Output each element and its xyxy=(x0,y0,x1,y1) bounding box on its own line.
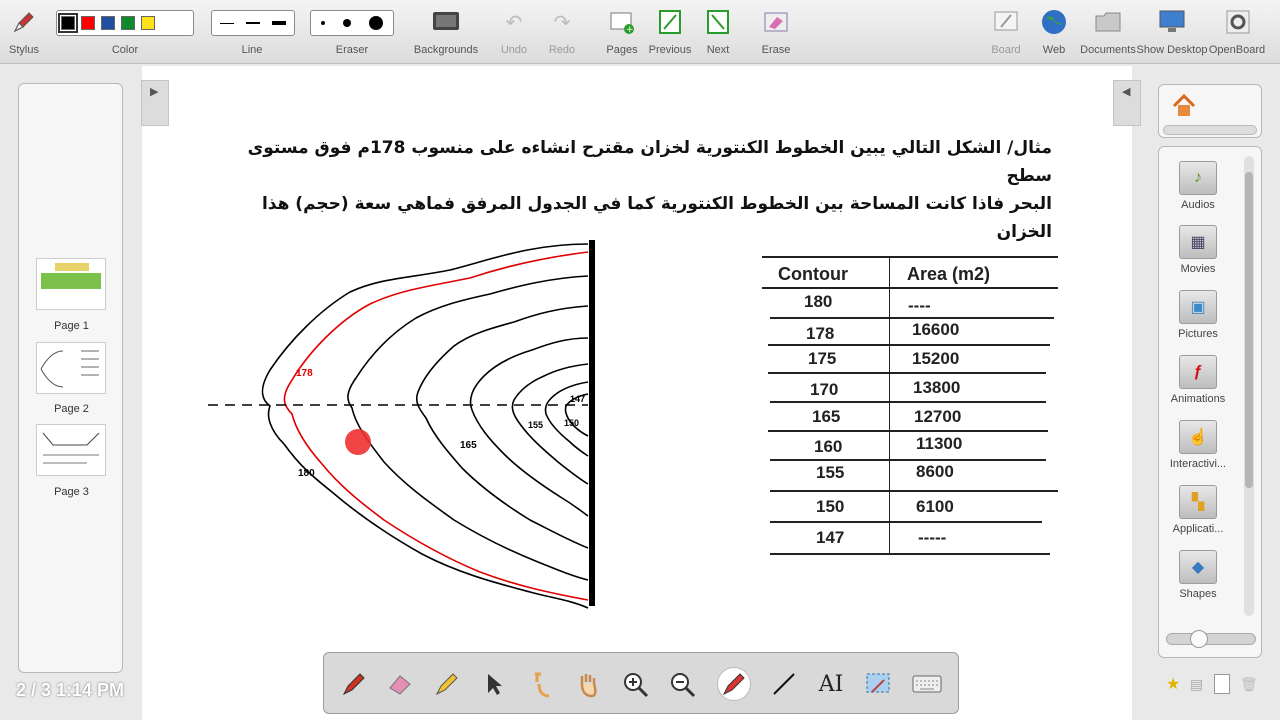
redo-label: Redo xyxy=(548,44,576,56)
hand-pointer-icon: ☝ xyxy=(1179,420,1217,454)
pan-hand-icon[interactable] xyxy=(571,667,605,701)
table-cell: 175 xyxy=(808,349,837,368)
contour-label-147: 147 xyxy=(570,394,586,404)
color-black[interactable] xyxy=(61,16,75,30)
documents-label: Documents xyxy=(1080,44,1136,56)
eraser-tool-icon[interactable] xyxy=(383,667,417,701)
question-line-1: مثال/ الشكل التالي يبين الخطوط الكنتورية لخزان مقترح انشاءه على منسوب 178م فوق مستوى سطح xyxy=(247,138,1052,186)
library-item-label: Audios xyxy=(1181,199,1215,211)
flash-icon: ƒ xyxy=(1179,355,1217,389)
stylus-icon xyxy=(10,8,38,36)
color-red[interactable] xyxy=(81,16,95,30)
svg-text:+: + xyxy=(626,25,634,35)
color-blue[interactable] xyxy=(101,16,115,30)
arrow-right-icon: ▶ xyxy=(150,86,159,98)
stylus-button[interactable] xyxy=(0,0,48,64)
page-thumbnails-panel xyxy=(18,83,123,673)
color-yellow[interactable] xyxy=(141,16,155,30)
table-cell: 147 xyxy=(816,528,845,547)
add-page-icon xyxy=(608,8,636,36)
board-button[interactable] xyxy=(986,0,1026,64)
contour-label-150: 150 xyxy=(564,418,580,428)
page-thumbnail-label: Page 2 xyxy=(54,403,89,415)
interact-hand-icon[interactable] xyxy=(524,667,558,701)
table-cell: ---- xyxy=(908,296,931,315)
folder-add-icon[interactable]: ▤ xyxy=(1190,676,1204,692)
table-cell: 160 xyxy=(814,437,843,456)
web-button[interactable] xyxy=(1034,0,1074,64)
stylus-label: Stylus xyxy=(9,44,39,56)
library-item-label: Interactivi... xyxy=(1169,458,1227,470)
page-thumbnail-label: Page 3 xyxy=(54,486,89,498)
undo-label: Undo xyxy=(500,44,528,56)
eraser-large[interactable] xyxy=(369,16,383,30)
table-cell: 6100 xyxy=(916,497,954,516)
table-cell: 11300 xyxy=(916,434,963,453)
library-item-animations[interactable] xyxy=(1159,355,1237,405)
keyboard-icon[interactable] xyxy=(910,667,944,701)
table-rule xyxy=(768,344,1050,346)
gear-icon xyxy=(1224,8,1252,36)
previous-label: Previous xyxy=(648,44,692,56)
table-rule xyxy=(762,287,1058,289)
previous-button[interactable] xyxy=(648,0,692,64)
color-label: Color xyxy=(111,44,139,56)
web-label: Web xyxy=(1042,44,1066,56)
folder-icon xyxy=(1094,8,1122,36)
applications-icon: ▚ xyxy=(1179,485,1217,519)
contour-label-178: 178 xyxy=(296,368,313,379)
laser-pointer-icon[interactable] xyxy=(717,667,751,701)
text-tool-icon[interactable]: AI xyxy=(818,671,844,697)
library-item-movies[interactable] xyxy=(1159,225,1237,275)
table-cell: 15200 xyxy=(912,349,960,368)
library-zoom-slider[interactable] xyxy=(1166,633,1256,645)
library-item-shapes[interactable] xyxy=(1159,550,1237,600)
openboard-label: OpenBoard xyxy=(1208,44,1266,56)
table-cell: 13800 xyxy=(913,378,961,397)
contour-label-180: 180 xyxy=(298,468,315,479)
redo-button[interactable] xyxy=(544,0,580,64)
area-header: Area (m2) xyxy=(907,264,991,284)
film-icon: ▦ xyxy=(1179,225,1217,259)
table-cell: 8600 xyxy=(916,462,954,481)
library-item-label: Shapes xyxy=(1179,588,1217,600)
audio-icon: ♪ xyxy=(1179,161,1217,195)
backgrounds-label: Backgrounds xyxy=(413,44,479,56)
contour-label-155: 155 xyxy=(528,420,544,430)
undo-icon: ↶ xyxy=(505,11,523,34)
capture-tool-icon[interactable] xyxy=(861,667,895,701)
eraser-size-palette[interactable] xyxy=(310,10,394,36)
page-thumbnail-2[interactable] xyxy=(36,342,106,394)
line-thick[interactable] xyxy=(272,21,286,25)
shapes-icon: ◆ xyxy=(1179,550,1217,584)
globe-icon xyxy=(1040,8,1068,36)
pages-label: Pages xyxy=(606,44,638,56)
pages-button[interactable] xyxy=(602,0,642,64)
library-item-label: Pictures xyxy=(1178,328,1218,340)
board-label: Board xyxy=(991,44,1021,56)
highlighter-tool-icon[interactable] xyxy=(430,667,464,701)
collapse-thumbnails-button[interactable] xyxy=(141,80,169,126)
new-page-icon[interactable] xyxy=(1214,674,1230,694)
table-rule xyxy=(770,401,1046,403)
page-thumbnail-3[interactable] xyxy=(36,424,106,476)
redo-icon: ↷ xyxy=(553,11,571,34)
monitor-icon xyxy=(1158,8,1186,36)
table-rule xyxy=(770,521,1042,523)
table-cell: 165 xyxy=(812,407,841,426)
table-cell: 178 xyxy=(806,324,835,343)
table-rule xyxy=(770,490,1058,492)
erase-label: Erase xyxy=(761,44,791,56)
table-cell: 155 xyxy=(816,463,845,482)
table-cell: ----- xyxy=(918,528,947,547)
home-icon[interactable] xyxy=(1171,93,1197,124)
select-arrow-icon[interactable] xyxy=(477,667,511,701)
library-zoom-knob[interactable] xyxy=(1190,630,1208,648)
documents-button[interactable] xyxy=(1082,0,1134,64)
table-cell: 150 xyxy=(816,497,845,516)
undo-button[interactable] xyxy=(496,0,532,64)
library-item-audios[interactable] xyxy=(1159,161,1237,211)
library-item-label: Movies xyxy=(1180,263,1216,275)
library-path-scrollbar[interactable] xyxy=(1163,125,1257,135)
eraser-label: Eraser xyxy=(335,44,369,56)
trash-icon[interactable]: 🗑 xyxy=(1240,676,1258,692)
erase-button[interactable] xyxy=(756,0,796,64)
table-cell: 16600 xyxy=(912,320,960,339)
table-rule xyxy=(770,317,1054,319)
library-item-interactivities[interactable] xyxy=(1159,420,1237,470)
contour-175-line xyxy=(348,276,588,580)
page-clock: 2 / 3 1:14 PM xyxy=(16,680,125,700)
contour-label-165: 165 xyxy=(460,440,477,451)
table-cell: 180 xyxy=(804,292,833,311)
library-item-pictures[interactable] xyxy=(1159,290,1237,340)
pen-tool-icon[interactable] xyxy=(337,667,371,701)
eraser-small[interactable] xyxy=(321,21,325,25)
show-desktop-button[interactable] xyxy=(1136,0,1208,64)
library-home-box xyxy=(1158,84,1262,138)
contour-map xyxy=(200,230,620,620)
next-page-icon xyxy=(704,8,732,36)
page-thumbnail-1[interactable] xyxy=(36,258,106,310)
red-marker xyxy=(345,429,371,455)
collapse-library-button[interactable] xyxy=(1113,80,1141,126)
library-item-applications[interactable] xyxy=(1159,485,1237,535)
backgrounds-icon xyxy=(432,8,460,36)
zoom-out-icon[interactable] xyxy=(665,667,699,701)
line-medium[interactable] xyxy=(246,22,260,24)
previous-page-icon xyxy=(656,8,684,36)
bottom-toolbar xyxy=(323,652,959,714)
line-label: Line xyxy=(241,44,263,56)
next-button[interactable] xyxy=(700,0,736,64)
table-rule xyxy=(770,459,1046,461)
color-green[interactable] xyxy=(121,16,135,30)
favorite-star-icon[interactable]: ★ xyxy=(1166,676,1181,693)
backgrounds-button[interactable] xyxy=(413,0,479,64)
question-line-2: البحر فاذا كانت المساحة بين الخطوط الكنتورية كما في الجدول المرفق فماهي سعة (حجم) هذا الخزان xyxy=(261,194,1052,242)
board-icon xyxy=(992,8,1020,36)
table-rule xyxy=(768,372,1046,374)
library-item-label: Applicati... xyxy=(1172,523,1224,535)
line-tool-icon[interactable] xyxy=(767,667,801,701)
picture-icon: ▣ xyxy=(1179,290,1217,324)
next-label: Next xyxy=(706,44,730,56)
line-width-palette[interactable] xyxy=(211,10,295,36)
openboard-button[interactable] xyxy=(1208,0,1268,64)
arrow-left-icon: ◀ xyxy=(1122,86,1131,98)
table-cell: 12700 xyxy=(914,407,962,426)
color-palette[interactable] xyxy=(56,10,194,36)
table-divider xyxy=(889,256,890,554)
table-cell: 170 xyxy=(810,380,839,399)
table-rule xyxy=(762,256,1058,258)
page-thumbnail-label: Page 1 xyxy=(54,320,89,332)
contour-area-table xyxy=(760,256,1060,558)
library-scrollbar-thumb[interactable] xyxy=(1245,172,1253,488)
eraser-medium[interactable] xyxy=(343,19,351,27)
library-item-label: Animations xyxy=(1170,393,1226,405)
show-desktop-label: Show Desktop xyxy=(1136,44,1208,56)
contour-header: Contour xyxy=(778,264,848,284)
line-thin[interactable] xyxy=(220,23,234,24)
zoom-in-icon[interactable] xyxy=(618,667,652,701)
top-toolbar xyxy=(0,0,1280,64)
erase-icon xyxy=(762,8,790,36)
table-rule xyxy=(768,430,1048,432)
table-rule xyxy=(770,553,1050,555)
